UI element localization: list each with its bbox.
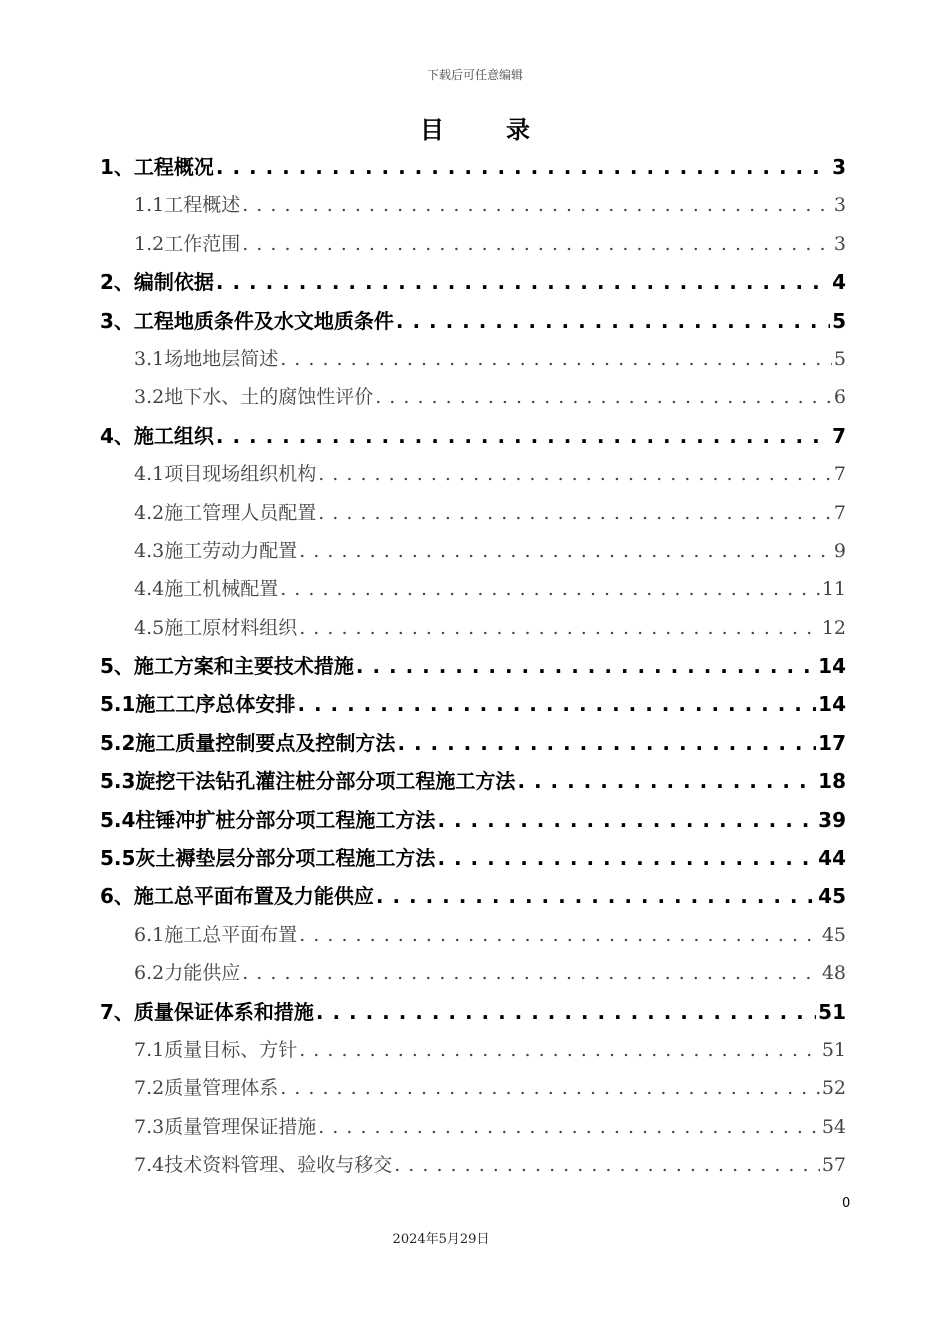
toc-entry-title: 6、施工总平面布置及力能供应 (100, 884, 374, 909)
toc-dot-leader (318, 494, 832, 532)
toc-entry-page: 9 (833, 539, 846, 562)
toc-dot-leader (216, 148, 830, 186)
toc-dot-leader (316, 993, 816, 1031)
toc-dot-leader (216, 263, 830, 301)
toc-entry-title: 4.4施工机械配置 (134, 578, 279, 601)
toc-entry-title: 7.1质量目标、方针 (134, 1038, 298, 1061)
toc-entry[interactable] (100, 148, 846, 186)
toc-entry[interactable] (100, 1146, 846, 1184)
toc-entry-page: 11 (821, 578, 846, 601)
page-title: 目录 (420, 116, 592, 144)
toc-dot-leader (356, 647, 816, 685)
toc-dot-leader (437, 801, 816, 839)
toc-entry[interactable] (100, 647, 846, 685)
toc-entry-page: 57 (821, 1154, 846, 1177)
page-number: 0 (842, 1196, 851, 1211)
toc-entry[interactable] (100, 916, 846, 954)
toc-entry-page: 51 (818, 999, 846, 1024)
toc-dot-leader (375, 378, 832, 416)
toc-entry-page: 3 (833, 194, 846, 217)
toc-dot-leader (376, 877, 816, 915)
toc-dot-leader (318, 1108, 820, 1146)
toc-entry-title: 5.4柱锤冲扩桩分部分项工程施工方法 (100, 807, 436, 832)
toc-dot-leader (280, 340, 832, 378)
toc-dot-leader (318, 455, 832, 493)
toc-entry-page: 3 (833, 232, 846, 255)
toc-entry[interactable] (100, 1108, 846, 1146)
toc-entry[interactable] (100, 685, 846, 723)
toc-dot-leader (299, 532, 832, 570)
toc-entry-page: 39 (818, 807, 846, 832)
toc-dot-leader (394, 1146, 820, 1184)
toc-entry-title: 6.1施工总平面布置 (134, 923, 298, 946)
toc-entry-page: 48 (821, 962, 846, 985)
toc-entry-page: 7 (833, 501, 846, 524)
toc-entry-title: 7、质量保证体系和措施 (100, 999, 314, 1024)
toc-dot-leader (297, 685, 816, 723)
toc-entry-page: 44 (818, 846, 846, 871)
toc-entry[interactable] (100, 877, 846, 915)
toc-entry-title: 3、工程地质条件及水文地质条件 (100, 308, 394, 333)
toc-dot-leader (216, 417, 830, 455)
toc-entry[interactable] (100, 762, 846, 800)
toc-dot-leader (242, 186, 832, 224)
toc-entry-title: 3.1场地地层简述 (134, 347, 279, 370)
toc-entry[interactable] (100, 801, 846, 839)
toc-dot-leader (299, 916, 820, 954)
footer-date: 2024年5月29日 (392, 1232, 490, 1247)
toc-entry-page: 52 (821, 1077, 846, 1100)
toc-entry-title: 1.1工程概述 (134, 194, 241, 217)
toc-entry[interactable] (100, 455, 846, 493)
toc-entry[interactable] (100, 1031, 846, 1069)
toc-entry[interactable] (100, 494, 846, 532)
toc-entry-title: 4.3施工劳动力配置 (134, 539, 298, 562)
toc-entry[interactable] (100, 954, 846, 992)
toc-entry-page: 14 (818, 692, 846, 717)
toc-entry-title: 1.2工作范围 (134, 232, 241, 255)
toc-entry-title: 4、施工组织 (100, 423, 214, 448)
toc-dot-leader (299, 609, 820, 647)
toc-dot-leader (242, 225, 832, 263)
toc-entry[interactable] (100, 532, 846, 570)
toc-entry-title: 4.5施工原材料组织 (134, 616, 298, 639)
toc-entry-page: 45 (818, 884, 846, 909)
toc-entry-page: 12 (821, 616, 846, 639)
toc-entry[interactable] (100, 609, 846, 647)
toc-entry[interactable] (100, 263, 846, 301)
toc-dot-leader (397, 724, 816, 762)
toc-entry-title: 7.3质量管理保证措施 (134, 1115, 317, 1138)
toc-entry[interactable] (100, 302, 846, 340)
toc-entry-page: 3 (832, 155, 846, 179)
toc-entry[interactable] (100, 225, 846, 263)
toc-entry-page: 7 (833, 463, 846, 486)
toc-entry-title: 5.2施工质量控制要点及控制方法 (100, 730, 396, 755)
toc-entry[interactable] (100, 378, 846, 416)
toc-dot-leader (280, 1069, 820, 1107)
toc-entry-title: 7.4技术资料管理、验收与移交 (134, 1154, 393, 1177)
toc-dot-leader (280, 570, 820, 608)
toc-entry-title: 6.2力能供应 (134, 962, 241, 985)
toc-entry-page: 14 (818, 654, 846, 679)
toc-entry-page: 51 (821, 1038, 846, 1061)
toc-entry[interactable] (100, 186, 846, 224)
toc-entry-page: 6 (833, 386, 846, 409)
toc-entry-page: 17 (818, 730, 846, 755)
toc-dot-leader (396, 302, 830, 340)
toc-entry-page: 4 (832, 270, 846, 295)
toc-entry[interactable] (100, 993, 846, 1031)
toc-entry-title: 2、编制依据 (100, 270, 214, 295)
toc-entry[interactable] (100, 340, 846, 378)
toc-entry-title: 4.1项目现场组织机构 (134, 463, 317, 486)
toc-dot-leader (299, 1031, 820, 1069)
toc-entry-title: 5、施工方案和主要技术措施 (100, 654, 354, 679)
header-note: 下载后可任意编辑 (426, 68, 523, 82)
toc-dot-leader (242, 954, 820, 992)
toc-entry[interactable] (100, 570, 846, 608)
table-of-contents (100, 148, 846, 1185)
toc-entry-title: 4.2施工管理人员配置 (134, 501, 317, 524)
toc-entry-page: 5 (833, 347, 846, 370)
toc-entry-page: 45 (821, 923, 846, 946)
toc-dot-leader (437, 839, 816, 877)
toc-entry-title: 5.5灰土褥垫层分部分项工程施工方法 (100, 846, 436, 871)
toc-entry-page: 54 (821, 1115, 846, 1138)
toc-entry-title: 1、工程概况 (100, 155, 214, 179)
toc-entry[interactable] (100, 417, 846, 455)
toc-entry-page: 18 (818, 769, 846, 794)
toc-entry[interactable] (100, 724, 846, 762)
toc-entry-page: 5 (832, 308, 846, 333)
toc-entry-title: 3.2地下水、土的腐蚀性评价 (134, 386, 374, 409)
toc-entry-title: 7.2质量管理体系 (134, 1077, 279, 1100)
toc-entry-page: 7 (832, 423, 846, 448)
toc-entry[interactable] (100, 1069, 846, 1107)
toc-entry-title: 5.1施工工序总体安排 (100, 692, 296, 717)
toc-entry[interactable] (100, 839, 846, 877)
toc-dot-leader (517, 762, 816, 800)
toc-entry-title: 5.3旋挖干法钻孔灌注桩分部分项工程施工方法 (100, 769, 516, 794)
